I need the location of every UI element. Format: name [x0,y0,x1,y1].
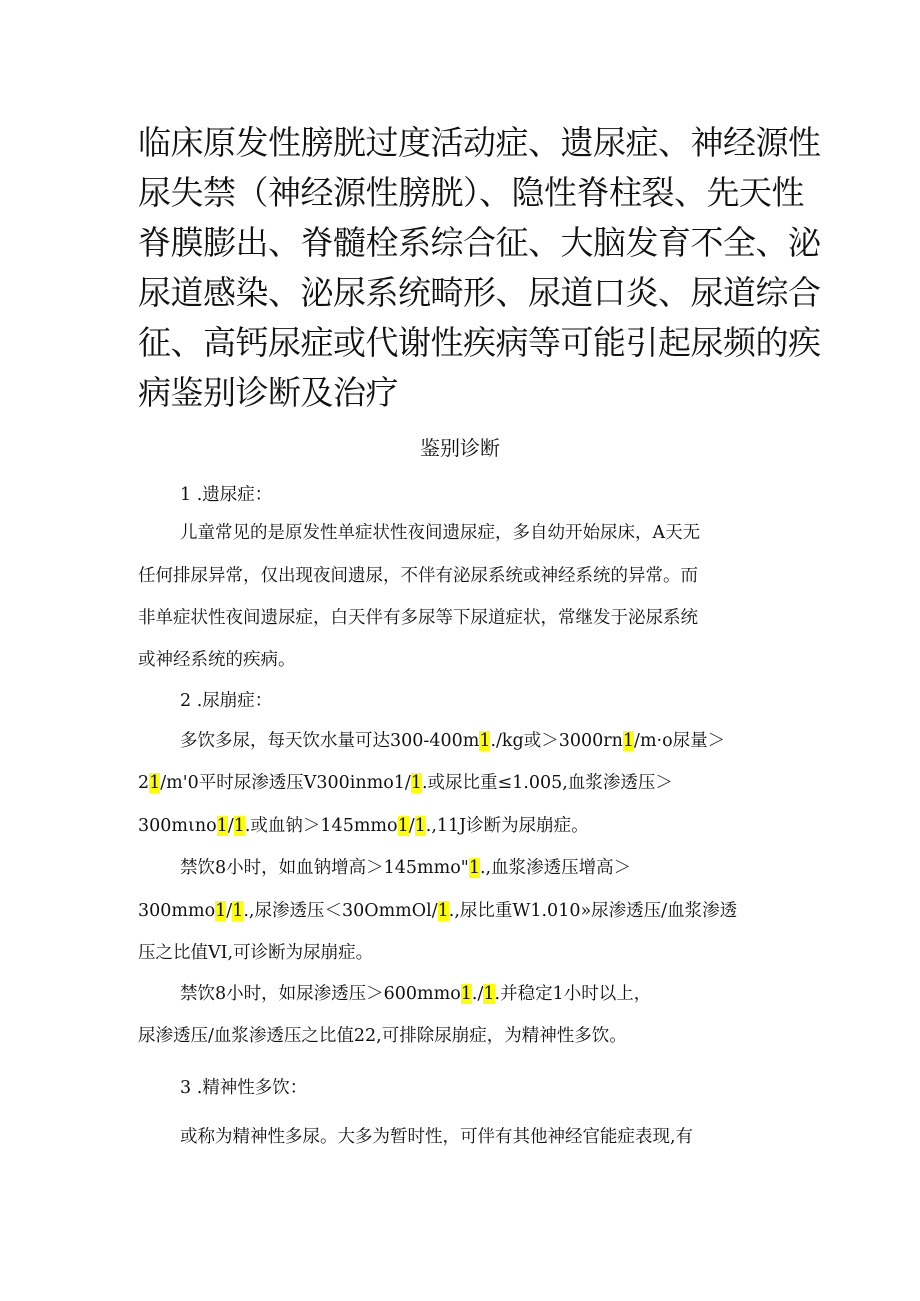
text-segment: / [227,816,234,836]
sec3-heading: 3 .精神性多饮： [180,1078,308,1098]
sec1-line: 或神经系统的疾病。 [138,650,296,670]
highlight-mark: 1 [397,816,409,836]
text-segment: .,尿比重W1.010»尿渗透压/血浆渗透 [448,901,738,921]
sec2-heading: 2 .尿崩症： [180,691,273,711]
sec2-p2-line1 [180,853,631,883]
title-line: 尿失禁（神经源性膀胱）、隐性脊柱裂、先天性 [138,173,804,212]
text-segment: / [408,816,415,836]
text-segment: / [226,901,233,921]
text-segment: .或血钠＞145mmo [244,816,398,836]
highlight-mark: 1 [216,816,228,836]
sec2-p3-line1 [180,979,651,1009]
title-line: 尿道感染、泌尿系统畸形、尿道口炎、尿道综合 [138,273,821,312]
highlight-mark: 1 [414,816,426,836]
text-segment: .并稳定1小时以上， [494,984,652,1004]
text-segment: /m·o尿量＞ [634,731,726,751]
highlight-mark: 1 [149,773,161,793]
highlight-mark: 1 [622,731,635,751]
document-title [138,118,821,418]
highlight-mark: 1 [437,901,449,921]
title-line: 征、高钙尿症或代谢性疾病等可能引起尿频的疾 [138,323,821,362]
title-line: 脊膜膨出、脊髓栓系综合征、大脑发育不全、泌 [138,223,821,262]
text-segment: .或尿比重≤1.005,血浆渗透压＞ [421,773,673,793]
text-segment: .,血浆渗透压增高＞ [479,858,632,878]
text-segment: 禁饮8小时，如血钠增高＞145mmo" [180,858,469,878]
sec2-p3-line2: 尿渗透压/血浆渗透压之比值22,可排除尿崩症，为精神性多饮。 [138,1026,627,1046]
text-segment: 多饮多尿，每天饮水量可达300-400m [180,731,480,751]
sec2-p1-line3 [138,811,589,841]
text-segment: /m'0平时尿渗透压V300inmo1/ [160,773,411,793]
sec1-line: 非单症状性夜间遗尿症，白天伴有多尿等下尿道症状，常继发于泌尿系统 [138,608,698,628]
sec2-p1-line2 [138,768,673,798]
title-line: 病鉴别诊断及治疗 [138,373,398,412]
highlight-mark: 1 [468,858,480,878]
highlight-mark: 1 [460,984,472,1004]
text-segment: ./kg或＞3000rn [490,731,623,751]
highlight-mark: 1 [479,731,491,751]
text-segment: .,11J诊断为尿崩症。 [425,816,589,836]
sec2-p2-line2 [138,896,737,926]
sec2-p2-line3: 压之比值VI,可诊断为尿崩症。 [138,943,374,963]
sec1-line: 任何排尿异常，仅出现夜间遗尿，不伴有泌尿系统或神经系统的异常。而 [138,566,698,586]
sec2-p1-line1 [180,726,725,756]
text-segment: .,尿渗透压＜30OmmOl/ [243,901,438,921]
text-segment: 300mmo [138,901,216,921]
highlight-mark: 1 [232,901,244,921]
text-segment: 禁饮8小时，如尿渗透压＞600mmo [180,984,461,1004]
title-line: 临床原发性膀胱过度活动症、遗尿症、神经源性 [138,123,821,162]
highlight-mark: 1 [233,816,245,836]
highlight-mark: 1 [410,773,422,793]
section-subtitle: 鉴别诊断 [420,436,500,460]
text-segment: 2 [138,773,150,793]
sec1-heading: 1 .遗尿症： [180,485,273,505]
highlight-mark: 1 [483,984,495,1004]
highlight-mark: 1 [215,901,227,921]
sec3-line: 或称为精神性多尿。大多为暂时性，可伴有其他神经官能症表现,有 [180,1127,694,1147]
text-segment: 300mιno [138,816,217,836]
text-segment: ./ [471,984,484,1004]
sec1-line: 儿童常见的是原发性单症状性夜间遗尿症，多自幼开始尿床，A天无 [180,523,701,543]
